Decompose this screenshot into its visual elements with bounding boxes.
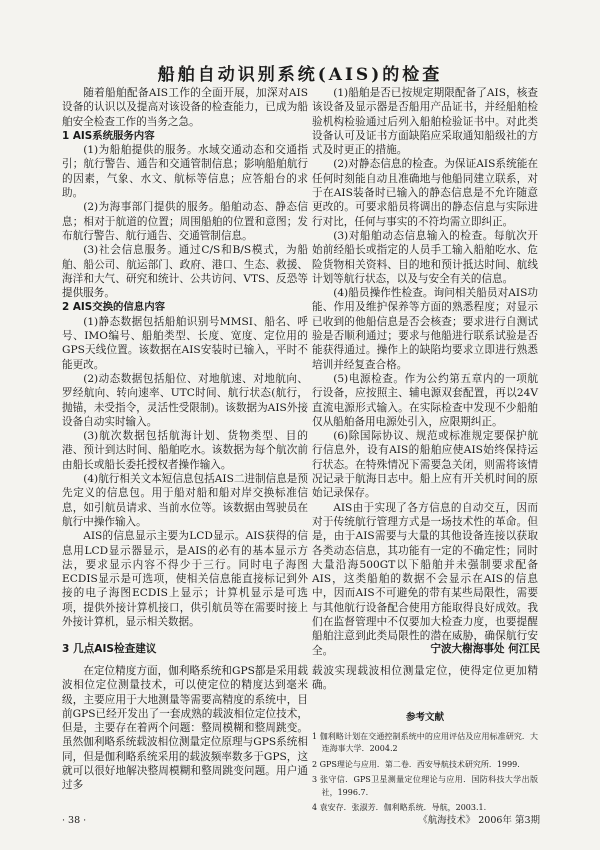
paragraph: (1)船舶是否已按规定期限配备了AIS，核查该设备及显示器是否船用产品证书，并经船舶检验机构检验通过后列入船舶检验证书中。对此类设备认可及证书方面缺陷应采取通知船级社的方式及时更正的措施。 — [312, 87, 538, 157]
paragraph: (5)电源检查。作为公约第五章内的一项航行设备，应按照主、辅电源双套配置，再以24V直流电源形式输入。在实际检查中发现不少船舶仅从船舶备用电源处引入，应限期纠正。 — [312, 372, 538, 428]
galileo-text-right — [312, 664, 538, 818]
paragraph: (2)为海事部门提供的服务。船舶动态、静态信息；相对于航道的位置；周围船舶的位置和意图；发布航行警告、航行通告、交通管制信息。 — [62, 201, 308, 242]
reference-item: 2 GPS理论与应用．第二卷．西安导航技术研究所．1999. — [312, 759, 520, 769]
section-3-row — [62, 642, 540, 657]
reference-item: 4 袁安存．张淑芳．伽利略系统．导航，2003.1. — [312, 803, 487, 813]
paragraph: (4)航行相关文本短信息包括AIS二进制信息是预先定义的信息包。用于船对船和船对岸交换标准信息，如引航员请求、当前水位等。该数据由驾驶员在航行中操作输入。 — [62, 473, 308, 528]
paragraph: 随着船舶配备AIS工作的全面开展，加深对AIS设备的认识以及提高对该设备的检查能力，已成为船舶安全检查工作的当务之急。 — [62, 87, 308, 128]
reference-item: 1 伽利略计划在交通控制系统中的应用评估及应用标准研究．大连海事大学．2004.2 — [312, 731, 538, 754]
page-number: · 38 · — [62, 815, 87, 826]
article-title: 船舶自动识别系统(AIS)的检查 — [157, 65, 443, 85]
journal-info: 《航海技术》 2006年 第3期 — [418, 815, 540, 826]
galileo-text-left — [62, 664, 308, 793]
paragraph: (3)对船舶动态信息输入的检查。每航次开始前经船长或指定的人员手工输入船舶吃水、危险货物相关资料、目的地和预计抵达时间、航线计划等航行状态，以及与安全有关的信息。 — [312, 229, 538, 285]
paragraph: (2)对静态信息的检查。为保证AIS系统能在任何时刻能自动且准确地与他船同建立联系，对于在AIS装备时已输入的静态信息是不允许随意更改的。可要求船员将调出的静态信息与实际进行对比，任何与事实的不符均需立即纠正。 — [312, 158, 538, 228]
paragraph: (4)船员操作性检查。询问相关船员对AIS功能、作用及维护保养等方面的熟悉程度；对显示已收到的他船信息是否会核查；要求进行自测试验是否顺利通过；要求与他船进行联系试验是否能获得通过。操作上的缺陷均要求立即进行熟悉培训并经复查合格。 — [312, 287, 538, 371]
page-footer — [62, 814, 540, 828]
paragraph: (3)航次数据包括航海计划、货物类型、目的港、预计到达时间、船舶吃水。该数据为每个航次前由船长或船长委托授权者操作输入。 — [62, 430, 308, 471]
section-3-heading: 3 几点AIS检查建议 — [62, 643, 157, 655]
reference-item: 3 张守信．GPS卫星测量定位理论与应用．国防科技大学出版社，1996.7. — [312, 775, 538, 797]
paragraph: (2)动态数据包括船位、对地航速、对地航向、罗经航向、转向速率、UTC时间、航行状态(航行，抛锚，未受指令，灵活性受限制)。该数据为AIS外接设备自动实时输入。 — [62, 372, 308, 428]
paragraph: (6)除国际协议、规范或标准规定要保护航行信息外，设有AIS的船舶应使AIS始终保持运行状态。在特殊情况下需要急关闭，则需将该情况记录于航海日志中。船上应有开关机时间的原始记录保存。 — [312, 430, 538, 500]
paragraph: (3)社会信息服务。通过C/S和B/S模式，为船舶、船公司、航运部门、政府、港口、生态、救援、海洋和大气、研究和统计、公共访问、VTS、反恐等提供服务。 — [62, 244, 308, 300]
section-heading: 1 AIS系统服务内容 — [62, 129, 155, 142]
paragraph: 在定位精度方面，伽利略系统和GPS都是采用载波相位定位测量技术，可以使定位的精度达到毫米级，主要应用于大地测量等需要高精度的系统中，目前GPS已经开发出了一套成熟的载波相位定位技术，但是，主要存在着两个问题：整周模糊和整周跳变。虽然伽利略系统载波相位测量定位原理与GPS系统相同，但是伽利略系统采用的载波频率数多于GPS，这就可以很好地解决整周模糊和整周跳变问题。用户通过多 — [62, 665, 308, 792]
galileo-continuation: 载波实现载波相位测量定位，使得定位更加精确。 — [312, 665, 538, 692]
paragraph: AIS由于实现了各方信息的自动交互，因而对于传统航行管理方式是一场技术性的革命。但是，由于AIS需要与大量的其他设备连接以获取各类动态信息，其功能有一定的不确定性；同时大量沿海500GT以下船舶并未强制要求配备AIS，这类船舶的数据不会显示在AIS的信息中，因而AIS不可避免的带有某些局限性，需要与其他航行设备配合使用方能取得良好成效。我们在监督管理中不仅要加大检查力度，也要提醒船舶注意到此类局限性的潜在威胁，确保航行安全。 — [312, 501, 538, 657]
paragraph: (1)为船舶提供的服务。水域交通动态和交通指引；航行警告、通告和交通管制信息；影响船舶航行的因素，气象、水文、航标等信息；应答船台的求助。 — [62, 144, 308, 200]
author-line: 宁波大榭海事处 何江民 — [430, 643, 540, 655]
right-column — [312, 86, 538, 658]
references-heading: 参考文献 — [405, 711, 444, 723]
left-column — [62, 86, 308, 629]
section-heading: 2 AIS交换的信息内容 — [62, 301, 165, 314]
paragraph: AIS的信息显示主要为LCD显示。AIS获得的信息用LCD显示器显示，是AIS的必有的基本显示方法，要求显示内容不得少于三行。同时电子海图ECDIS显示是可选项，使相关信息能直接标记到外接的电子海图ECDIS上显示；计算机显示是可选项，提供外接计算机接口，供引航员等在需要时接上外接计算机，显示相关数据。 — [62, 530, 308, 628]
references-list — [312, 731, 538, 815]
paragraph: (1)静态数据包括船舶识别号MMSI、船名、呼号、IMO编号、船舶类型、长度、宽度、定位用的GPS天线位置。该数据在AIS安装时已输入，平时不能更改。 — [62, 315, 308, 371]
